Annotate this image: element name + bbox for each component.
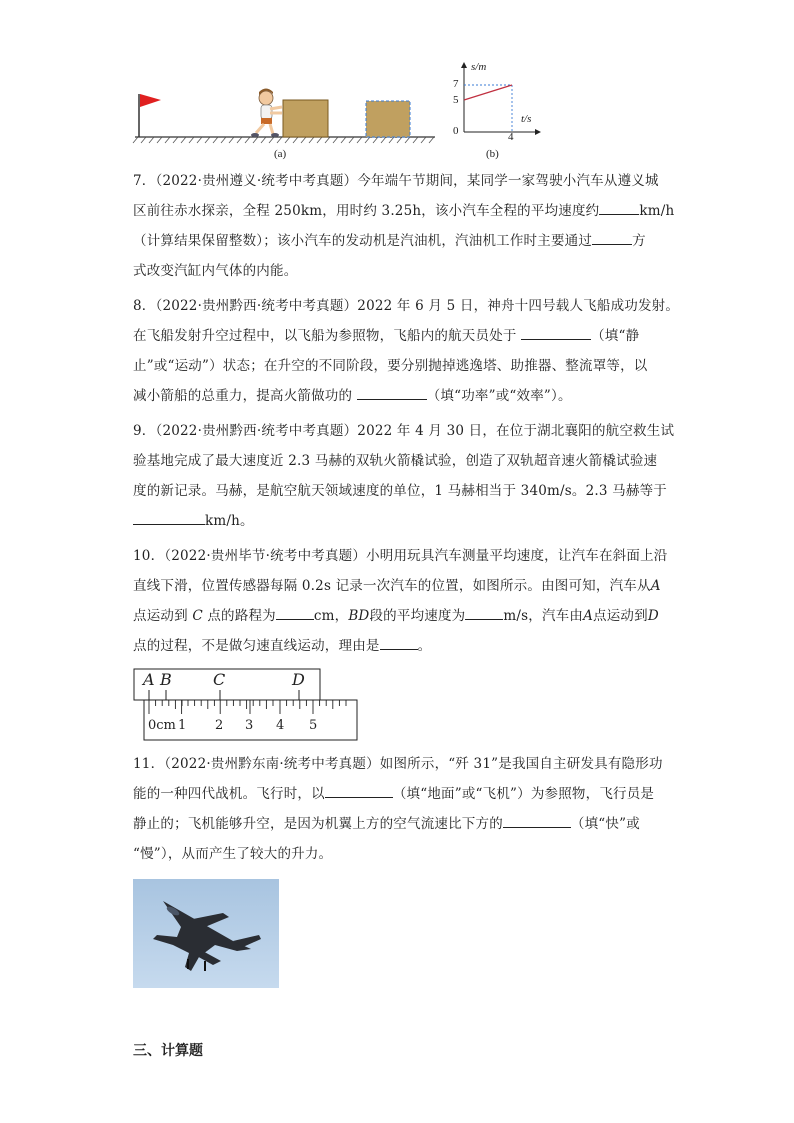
- question-11: [133, 749, 663, 869]
- q11-line-1: 11．（2022·贵州黔东南·统考中考真题）如图所示，“歼 31”是我国自主研发具有隐形功: [133, 756, 663, 772]
- boy-pushing-icon: [251, 89, 282, 138]
- box-solid: [283, 100, 328, 137]
- q7-line-1: 7．（2022·贵州遵义·统考中考真题）今年端午节期间，某同学一家驾驶小汽车从遵义城: [133, 173, 659, 189]
- q9-line-4: km/h。: [133, 506, 663, 536]
- q9-line-3: 度的新记录。马赫，是航空航天领域速度的单位，1 马赫相当于 340m/s。2.3 马赫等于: [133, 483, 667, 499]
- q11-line-3: 静止的；飞机能够升空，是因为机翼上方的空气流速比下方的 （填“快”或: [133, 809, 663, 839]
- q7-blank-speed[interactable]: [599, 200, 639, 215]
- fighter-jet-photo: [133, 879, 279, 988]
- question-8: [133, 291, 680, 411]
- ruler-point-b: B: [160, 670, 172, 689]
- question-10: [133, 541, 668, 661]
- figure-b-caption: (b): [486, 148, 499, 160]
- ruler-point-d: D: [292, 670, 305, 689]
- question-9: [133, 416, 675, 536]
- q9-blank-speed[interactable]: [133, 510, 205, 525]
- q11-line-2: 能的一种四代战机。飞行时，以 （填“地面”或“飞机”）为参照物，飞行员是: [133, 779, 663, 809]
- question-7: [133, 166, 675, 286]
- q8-blank-state[interactable]: [521, 325, 591, 340]
- y-tick-7: 7: [453, 78, 459, 90]
- ground-hatching: [133, 137, 434, 143]
- q8-line-1: 8．（2022·贵州黔西·统考中考真题）2022 年 6 月 5 日，神舟十四号载人飞船成功发射。: [133, 298, 680, 314]
- q11-line-4: “慢”），从而产生了较大的升力。: [133, 846, 333, 862]
- q10-blank-reason[interactable]: [380, 635, 418, 650]
- ruler-point-a: A: [143, 670, 155, 689]
- t-axis-label: t/s: [521, 113, 532, 125]
- q10-line-4: 点的过程，不是做匀速直线运动，理由是 。: [133, 631, 663, 661]
- q7-blank-method[interactable]: [592, 230, 632, 245]
- ruler-tick-0cm: 0cm: [148, 718, 176, 733]
- x-tick-4: 4: [508, 131, 514, 143]
- y-tick-0: 0: [453, 125, 459, 137]
- ruler-tick-4: 4: [276, 718, 285, 733]
- figure-a-illustration: [130, 80, 440, 150]
- q10-line-1: 10．（2022·贵州毕节·统考中考真题）小明用玩具汽车测量平均速度，让汽车在斜面上沿: [133, 548, 668, 564]
- ruler-tick-3: 3: [245, 718, 254, 733]
- q9-line-1: 9．（2022·贵州黔西·统考中考真题）2022 年 4 月 30 日，在位于湖北襄阳的航空救生试: [133, 423, 675, 439]
- flag-icon: [139, 94, 161, 137]
- q7-line-4: 式改变汽缸内气体的内能。: [133, 263, 298, 279]
- q8-line-4: 减小箭船的总重力，提高火箭做功的 （填“功率”或“效率”）。: [133, 381, 663, 411]
- q8-line-3: 止”或“运动”）状态；在升空的不同阶段，要分别抛掉逃逸塔、助推器、整流罩等，以: [133, 358, 648, 374]
- q11-blank-speed[interactable]: [503, 813, 571, 828]
- q11-blank-reference[interactable]: [325, 783, 393, 798]
- s-t-line: [464, 85, 512, 100]
- q10-blank-distance[interactable]: [276, 605, 314, 620]
- ruler-point-c: C: [213, 670, 226, 689]
- figure-b-graph: [448, 60, 543, 145]
- section-title: 三、计算题: [133, 1043, 203, 1059]
- y-tick-5: 5: [453, 94, 459, 106]
- s-axis-label: s/m: [471, 61, 487, 73]
- ruler-tick-5: 5: [309, 718, 318, 733]
- q10-blank-speed[interactable]: [465, 605, 503, 620]
- q10-line-3: 点运动到 C 点的路程为 cm，BD段的平均速度为 m/s，汽车由A点运动到D: [133, 601, 663, 631]
- q8-blank-efficiency[interactable]: [357, 385, 427, 400]
- q7-line-3: （计算结果保留整数）；该小汽车的发动机是汽油机，汽油机工作时主要通过 方: [133, 226, 663, 256]
- ruler-tick-2: 2: [215, 718, 224, 733]
- ruler-tick-1: 1: [178, 718, 187, 733]
- q7-line-2: 区前往赤水探亲，全程 250km，用时约 3.25h，该小汽车全程的平均速度约 km/h: [133, 196, 663, 226]
- figure-a-caption: (a): [274, 148, 287, 160]
- q10-line-2: 直线下滑，位置传感器每隔 0.2s 记录一次汽车的位置，如图所示。由图可知，汽车从A: [133, 578, 661, 594]
- q9-line-2: 验基地完成了最大速度近 2.3 马赫的双轨火箭橇试验，创造了双轨超音速火箭橇试验速: [133, 453, 658, 469]
- q8-line-2: 在飞船发射升空过程中，以飞船为参照物，飞船内的航天员处于 （填“静: [133, 321, 663, 351]
- box-moved: [366, 101, 410, 137]
